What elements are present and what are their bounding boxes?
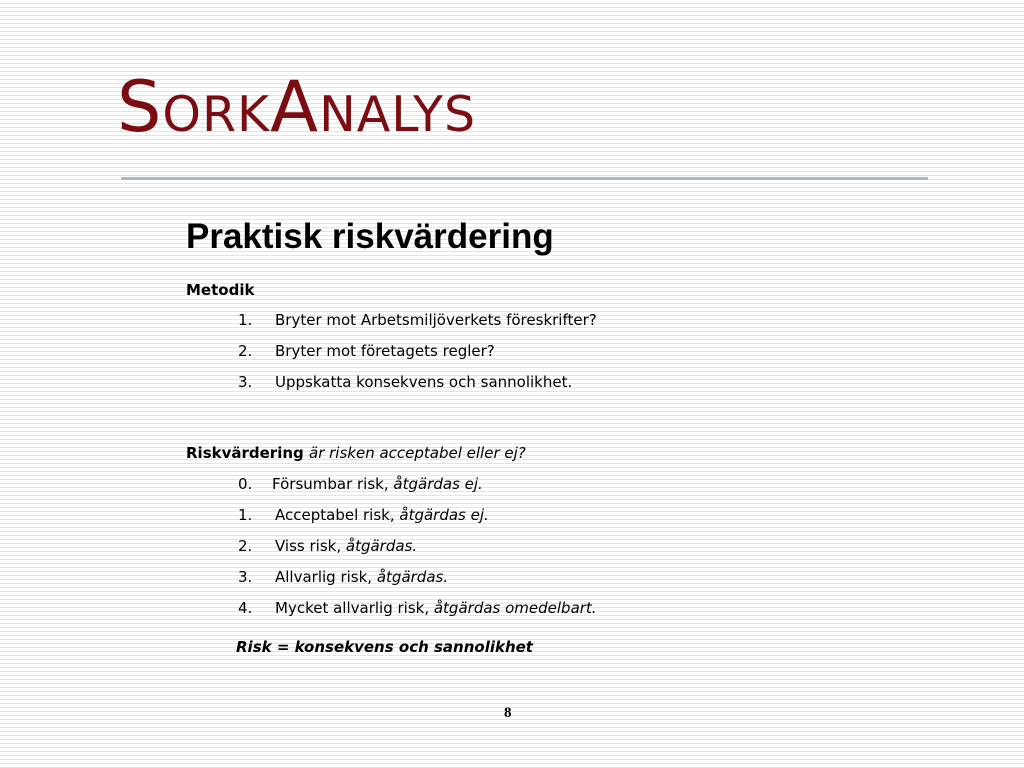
- item-text: [272, 474, 483, 494]
- riskvardering-label: [186, 443, 526, 463]
- item-text-main: Acceptabel risk,: [275, 506, 400, 524]
- item-number: 3.: [238, 568, 253, 586]
- slide-title: SorkAnalys: [117, 66, 477, 148]
- item-action: åtgärdas ej.: [399, 506, 489, 524]
- slide-heading: Praktisk riskvärdering: [186, 217, 554, 256]
- item-number: 0.: [238, 475, 253, 493]
- item-text: [275, 505, 489, 525]
- risk-formula: Risk = konsekvens och sannolikhet: [236, 638, 533, 656]
- item-number: 2.: [238, 537, 253, 555]
- item-text-main: Allvarlig risk,: [275, 568, 377, 586]
- item-text: Bryter mot Arbetsmiljöverkets föreskrifter?: [275, 311, 597, 329]
- item-text: [275, 567, 448, 587]
- title-divider: [121, 177, 928, 180]
- item-number: 4.: [238, 599, 253, 617]
- item-text: [275, 536, 417, 556]
- item-number: 1.: [238, 506, 253, 524]
- item-text: [275, 598, 597, 618]
- item-action: åtgärdas ej.: [393, 475, 483, 493]
- item-action: åtgärdas.: [376, 568, 449, 586]
- item-number: 2.: [238, 342, 253, 360]
- riskvardering-note: är risken acceptabel eller ej?: [309, 444, 526, 462]
- item-text-main: Mycket allvarlig risk,: [275, 599, 434, 617]
- metodik-label: Metodik: [186, 281, 255, 299]
- item-number: 3.: [238, 373, 253, 391]
- item-text-main: Viss risk,: [275, 537, 346, 555]
- item-text: Bryter mot företagets regler?: [275, 342, 495, 360]
- page-number: 8: [504, 705, 512, 721]
- item-text: Uppskatta konsekvens och sannolikhet.: [275, 373, 573, 391]
- riskvardering-label-text: Riskvärdering: [186, 444, 304, 462]
- item-text-main: Försumbar risk,: [272, 475, 394, 493]
- item-action: åtgärdas omedelbart.: [433, 599, 597, 617]
- item-action: åtgärdas.: [345, 537, 418, 555]
- item-number: 1.: [238, 311, 253, 329]
